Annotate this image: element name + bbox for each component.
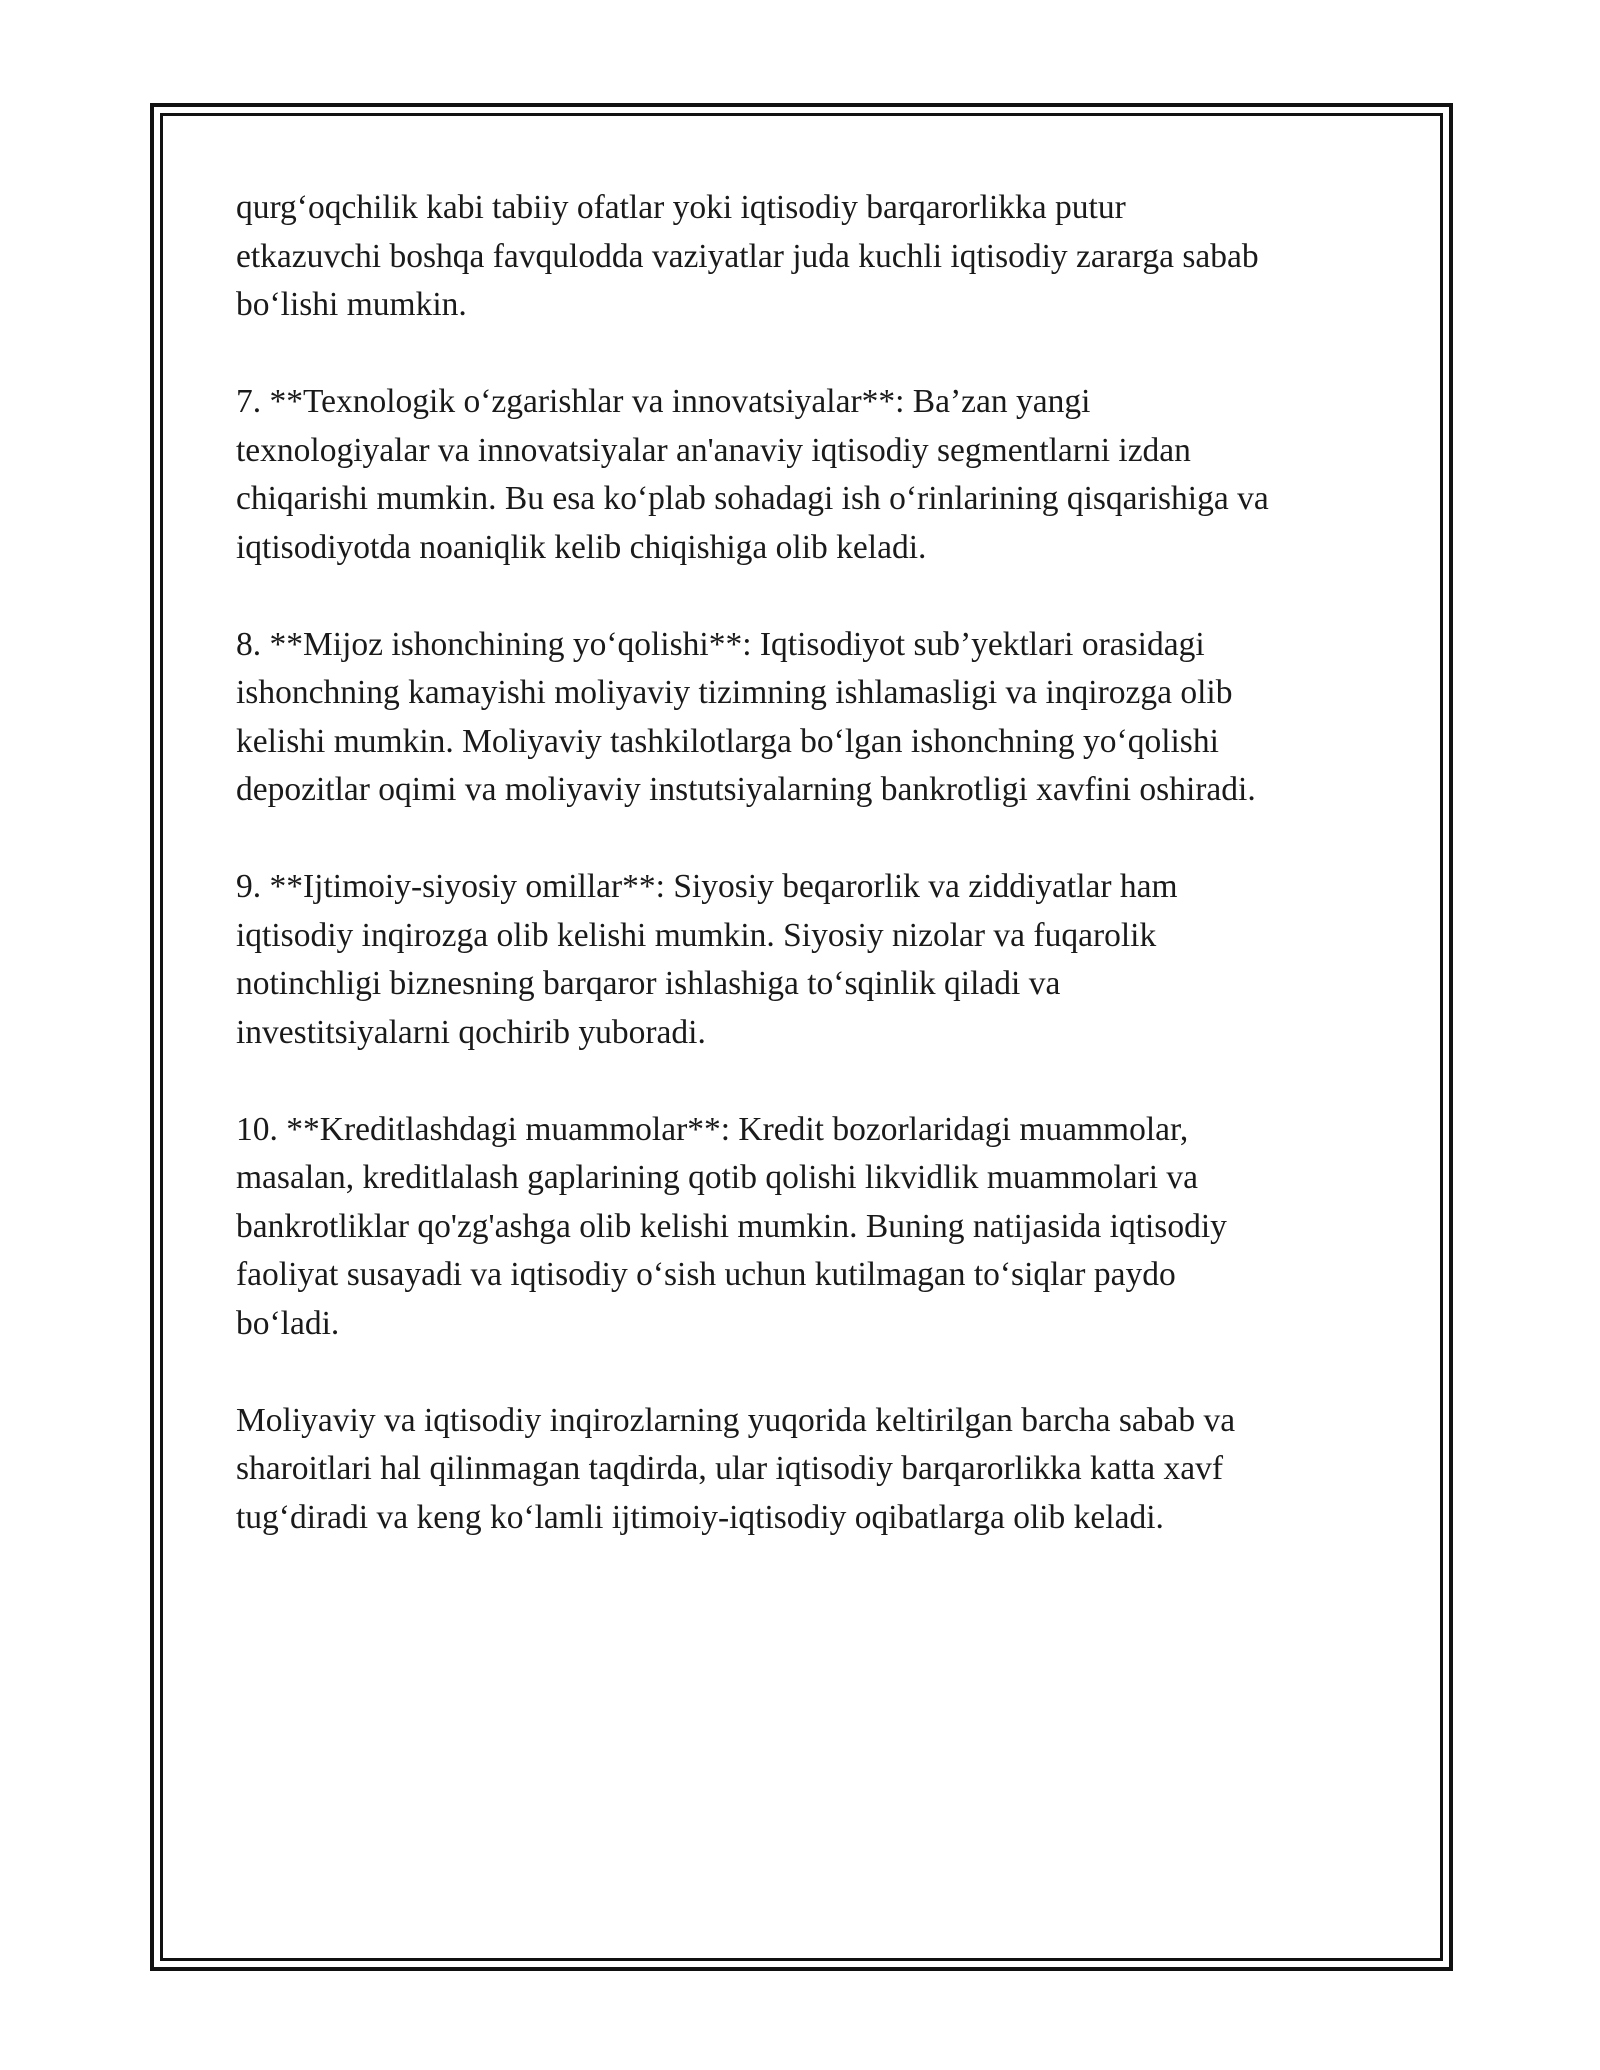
text-line: bo‘ladi. [236, 1304, 340, 1342]
text-line: bankrotliklar qo'zg'ashga olib kelishi mumkin. Buning natijasida iqtisodiy [236, 1207, 1227, 1245]
text-line: bo‘lishi mumkin. [236, 286, 467, 323]
paragraph-item-9 [236, 863, 1386, 1057]
text-line: 8. **Mijoz ishonchining yo‘qolishi**: Iqtisodiyot sub’yektlari orasidagi [236, 625, 1205, 663]
text-line: sharoitlari hal qilinmagan taqdirda, ular iqtisodiy barqarorlikka katta xavf [236, 1450, 1224, 1487]
document-body [236, 184, 1386, 1591]
text-line: texnologiyalar va innovatsiyalar an'anaviy iqtisodiy segmentlarni izdan [236, 431, 1191, 469]
text-line: investitsiyalarni qochirib yuboradi. [236, 1013, 706, 1051]
paragraph-continuation [236, 184, 1386, 330]
text-line: 7. **Texnologik o‘zgarishlar va innovatsiyalar**: Ba’zan yangi [236, 383, 1091, 420]
text-line: qurg‘oqchilik kabi tabiiy ofatlar yoki iqtisodiy barqarorlikka putur [236, 189, 1126, 226]
text-line: notinchligi biznesning barqaror ishlashiga to‘sqinlik qiladi va [236, 965, 1061, 1002]
text-line: Moliyaviy va iqtisodiy inqirozlarning yuqorida keltirilgan barcha sabab va [236, 1401, 1236, 1439]
text-line: tug‘diradi va keng ko‘lamli ijtimoiy-iqtisodiy oqibatlarga olib keladi. [236, 1498, 1164, 1536]
paragraph-item-7 [236, 378, 1386, 572]
text-line: iqtisodiyotda noaniqlik kelib chiqishiga olib keladi. [236, 528, 927, 566]
text-line: etkazuvchi boshqa favqulodda vaziyatlar juda kuchli iqtisodiy zararga sabab [236, 237, 1259, 275]
text-line: iqtisodiy inqirozga olib kelishi mumkin. Siyosiy nizolar va fuqarolik [236, 916, 1157, 954]
text-line: ishonchning kamayishi moliyaviy tizimning ishlamasligi va inqirozga olib [236, 674, 1233, 711]
paragraph-item-8 [236, 621, 1386, 815]
text-line: 10. **Kreditlashdagi muammolar**: Kredit bozorlaridagi muammolar, [236, 1110, 1189, 1148]
text-line: depozitlar oqimi va moliyaviy instutsiyalarning bankrotligi xavfini oshiradi. [236, 771, 1256, 808]
text-line: faoliyat susayadi va iqtisodiy o‘sish uchun kutilmagan to‘siqlar paydo [236, 1256, 1176, 1293]
paragraph-conclusion [236, 1397, 1386, 1543]
paragraph-item-10 [236, 1106, 1386, 1349]
text-line: kelishi mumkin. Moliyaviy tashkilotlarga bo‘lgan ishonchning yo‘qolishi [236, 722, 1219, 760]
text-line: chiqarishi mumkin. Bu esa ko‘plab sohadagi ish o‘rinlarining qisqarishiga va [236, 480, 1269, 517]
text-line: masalan, kreditlalash gaplarining qotib qolishi likvidlik muammolari va [236, 1159, 1199, 1196]
text-line: 9. **Ijtimoiy-siyosiy omillar**: Siyosiy beqarorlik va ziddiyatlar ham [236, 868, 1178, 905]
